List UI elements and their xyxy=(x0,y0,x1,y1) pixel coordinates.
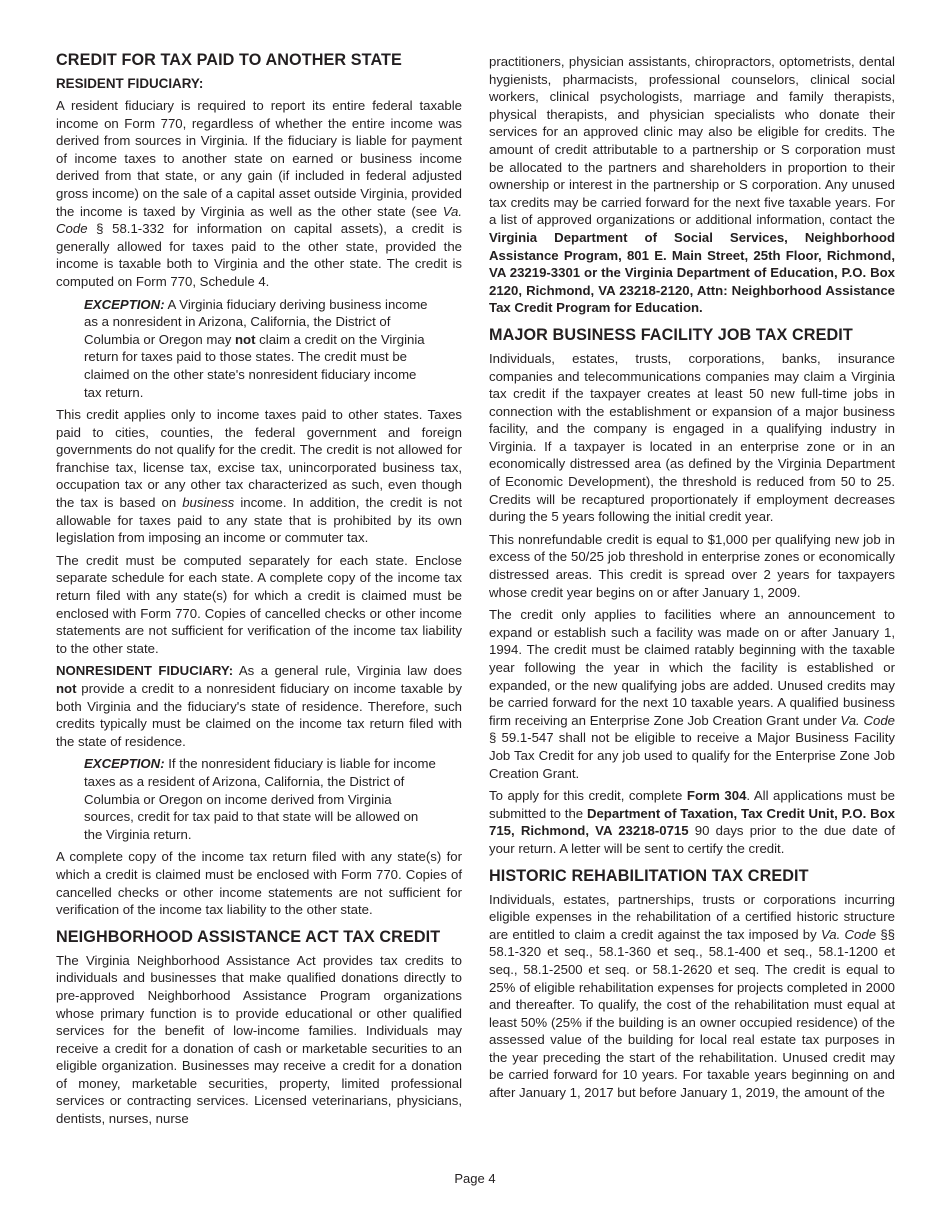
mbf-paragraph-4: To apply for this credit, complete Form 304. All applications must be submitted to the Department of Taxation, Tax Credit Unit, P.O. Box 715, Richmond, VA 23218-0715 90 days prior to the due date of your return. A letter will be sent to certify the credit. xyxy=(489,788,895,856)
page-number: Page 4 xyxy=(454,1171,496,1186)
mbf-paragraph-2: This nonrefundable credit is equal to $1,000 per qualifying new job in excess of the 50/25 job threshold in enterprise zones or economically distressed areas. This credit is spread over 2 years for taxpayers whose credit year begins on or after January 1, 2009. xyxy=(489,531,895,600)
left-column xyxy=(56,50,462,1133)
complete-copy-paragraph: A complete copy of the income tax return filed with any state(s) for which a credit is claimed must be enclosed with Form 770. Copies of cancelled checks or other income statements are not sufficient for verification of the income tax liability to the other state. xyxy=(56,849,462,918)
exception-resident-paragraph: EXCEPTION: A Virginia fiduciary deriving business income as a nonresident in Arizona, California, the District of Columbia or Oregon may not claim a credit on the Virginia return for taxes paid to those states. The credit must be claimed on the other state's nonresident fiduciary income tax return. xyxy=(84,296,428,400)
nonresident-fiduciary-paragraph: NONRESIDENT FIDUCIARY: As a general rule, Virginia law does not provide a credit to a nonresident fiduciary on income taxable by both Virginia and the fiduciary's state of residence. Therefore, such credits typically must be claimed on the income tax return filed with the state of residence. xyxy=(56,663,462,749)
mbf-paragraph-1: Individuals, estates, trusts, corporations, banks, insurance companies and telecommunications companies may claim a Virginia tax credit if the taxpayer creates at least 50 new full-time jobs in connection with the establishment or expansion of a major business facility, and the company is engaged in a qualifying industry in Virginia. If a taxpayer is located in an enterprise zone or in an economically distressed area (as defined by the Virginia Department of Economic Development), the threshold is reduced from 50 to 25. Credits will be recaptured proportionately if employment decreases during the 5 years following the initial credit year. xyxy=(489,350,895,525)
resident-fiduciary-subheading: RESIDENT FIDUCIARY: xyxy=(56,76,204,91)
naa-heading: NEIGHBORHOOD ASSISTANCE ACT TAX CREDIT xyxy=(56,927,441,946)
mbf-heading: MAJOR BUSINESS FACILITY JOB TAX CREDIT xyxy=(489,325,853,344)
exception-nonresident-paragraph: EXCEPTION: If the nonresident fiduciary is liable for income taxes as a resident of Arizona, California, the District of Columbia or Oregon on income derived from Virginia sources, credit for tax paid to that state will be allowed on the Virginia return. xyxy=(84,756,436,842)
naa-continued-paragraph: practitioners, physician assistants, chiropractors, optometrists, dental hygienists, pharmacists, professional counselors, clinical social workers, clinical psychologists, marriage and family therapists, physical therapists, and physician specialists who donate their services for an approved clinic may also be eligible for credits. The amount of credit attributable to a partnership or S corporation must be allocated to the partners and shareholders in proportion to their ownership or interest in the partnership or S corporation. Any unused tax credits may be carried forward for the next five taxable years. For a list of approved organizations or additional information, contact the Virginia Department of Social Services, Neighborhood Assistance Program, 801 E. Main Street, 25th Floor, Richmond, VA 23219-3301 or the Virginia Department of Education, P.O. Box 2120, Richmond, VA 23218-2120, Attn: Neighborhood Assistance Tax Credit Program for Education. xyxy=(489,54,895,316)
income-taxes-paragraph: This credit applies only to income taxes paid to other states. Taxes paid to cities, counties, the federal government and foreign governments do not qualify for the credit. The credit is not allowed for franchise tax, license tax, excise tax, unincorporated business tax, occupation tax or any other tax characterized as such, even though the tax is based on business income. In addition, the credit is not allowable for taxes paid to any state that is prohibited by its own legislation from imposing an income or commuter tax. xyxy=(56,407,462,546)
historic-heading: HISTORIC REHABILITATION TAX CREDIT xyxy=(489,866,809,885)
right-column xyxy=(489,53,895,1107)
separate-state-paragraph: The credit must be computed separately for each state. Enclose separate schedule for each state. A complete copy of the income tax return filed with any state(s) for which a credit is claimed must be enclosed with Form 770. Copies of cancelled checks or other income statements are not sufficient for verification of the income tax liability to the other state. xyxy=(56,552,462,656)
resident-fiduciary-paragraph: A resident fiduciary is required to report its entire federal taxable income on Form 770, regardless of whether the entire income was derived from sources in Virginia. If the fiduciary is liable for payment of income taxes to another state on earned or business income derived from that state, or any gain (if included in federal adjusted gross income) on the sale of a capital asset outside Virginia, provided the income is taxed by Virginia as well as the other state (see Va. Code § 58.1-332 for information on capital assets), a credit is generally allowed for taxes paid to the other state, provided the income is taxable both to Virginia and the other state. The credit is computed on Form 770, Schedule 4. xyxy=(56,98,462,289)
historic-paragraph: Individuals, estates, partnerships, trusts or corporations incurring eligible expenses in the rehabilitation of a certified historic structure are entitled to claim a credit against the tax imposed by Va. Code §§ 58.1-320 et seq., 58.1-360 et seq., 58.1-400 et seq., 58.1-1200 et seq., 58.1-2500 et seq. or 58.1-2620 et seq. The credit is equal to 25% of eligible rehabilitation expenses for projects completed in 2000 and thereafter. To qualify, the cost of the rehabilitation must equal at least 50% (25% if the building is an owner occupied residence) of the assessed value of the building for local real estate tax purposes in the year preceding the start of the rehabilitation. Unused credit may be carried forward for 10 years. For taxable years beginning on and after January 1, 2017 but before January 1, 2019, the amount of the xyxy=(489,891,895,1101)
credit-other-state-heading: CREDIT FOR TAX PAID TO ANOTHER STATE xyxy=(56,51,402,69)
mbf-paragraph-3: The credit only applies to facilities where an announcement to expand or establish such a facility was made on or after January 1, 1994. The credit must be claimed ratably beginning with the taxable year following the year in which the facility is established or expanded, or the new qualifying jobs are added. Unused credits may be carried forward for the next 10 taxable years. A qualified business firm receiving an Enterprise Zone Job Creation Grant under Va. Code § 59.1-547 shall not be eligible to receive a Major Business Facility Job Tax Credit for any job used to qualify for the Enterprise Zone Job Creation Grant. xyxy=(489,607,895,781)
naa-paragraph: The Virginia Neighborhood Assistance Act provides tax credits to individuals and businesses that make qualified donations directly to pre-approved Neighborhood Assistance Program organizations whose primary function is to provide educational or other qualified services for the benefit of low-income families. Individuals may receive a credit for a donation of cash or marketable securities to an eligible organization. Businesses may receive a credit for a donation of money, marketable securities, property, limited professional services or contracting services. Licensed veterinarians, physicians, dentists, nurses, nurse xyxy=(56,952,462,1127)
